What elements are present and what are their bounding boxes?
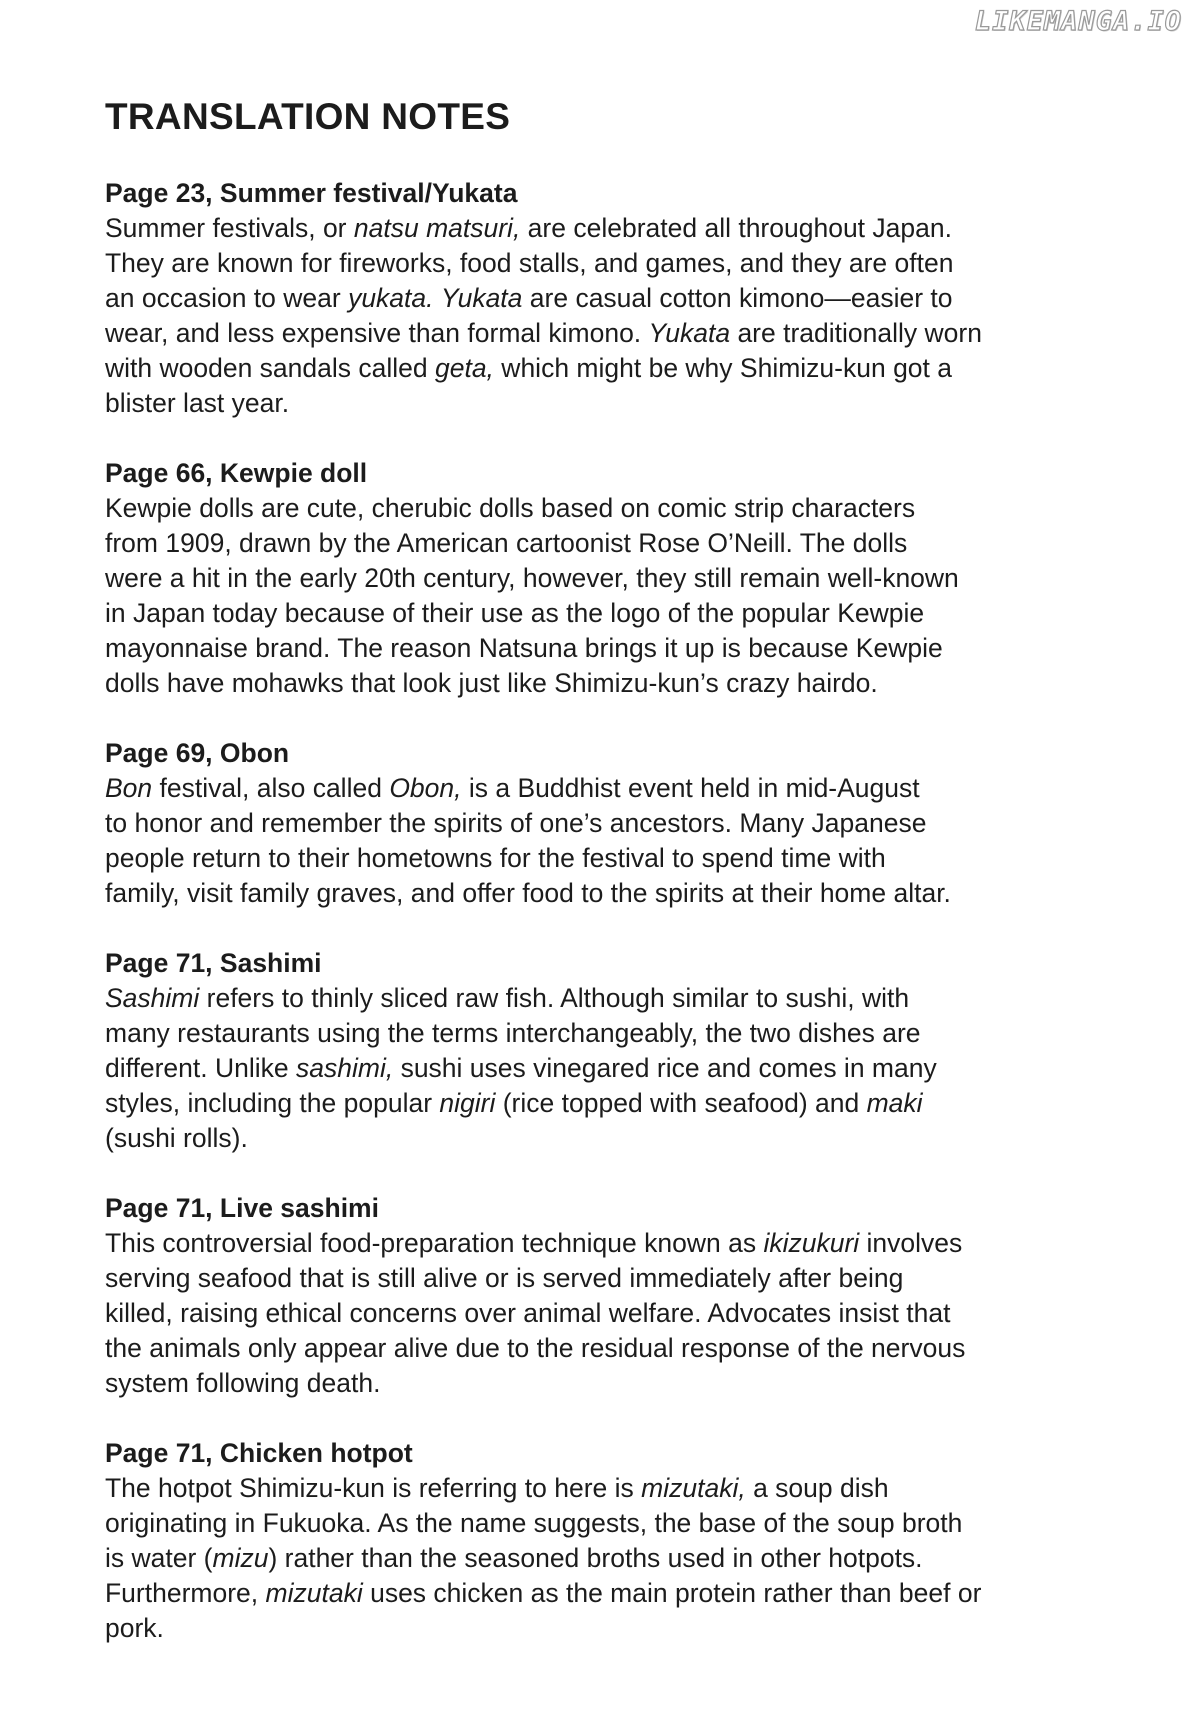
text-segment: ) rather than the seasoned broths used in other hotpots.	[268, 1543, 923, 1573]
text-segment: refers to thinly sliced raw fish. Although similar to sushi, with	[199, 983, 910, 1013]
italic-term: Yukata	[440, 283, 523, 313]
text-segment: involves	[859, 1228, 963, 1258]
note-text-line	[105, 596, 1135, 631]
text-segment: (sushi rolls).	[105, 1123, 248, 1153]
note-text-line	[105, 841, 1135, 876]
text-segment: mayonnaise brand. The reason Natsuna brings it up is because Kewpie	[105, 633, 943, 663]
text-segment: festival, also called	[152, 773, 390, 803]
text-segment: wear, and less expensive than formal kimono.	[105, 318, 649, 348]
text-segment: blister last year.	[105, 388, 290, 418]
text-segment: are celebrated all throughout Japan.	[520, 213, 952, 243]
note-text-line	[105, 771, 1135, 806]
note-section	[105, 736, 1135, 911]
text-segment: (rice topped with seafood) and	[495, 1088, 867, 1118]
text-segment	[434, 283, 441, 313]
note-text-line	[105, 1121, 1135, 1156]
note-text-line	[105, 806, 1135, 841]
note-text-line	[105, 1331, 1135, 1366]
text-segment: Summer festivals, or	[105, 213, 354, 243]
notes-list	[105, 176, 1135, 1681]
text-segment: with wooden sandals called	[105, 353, 435, 383]
italic-term: mizutaki,	[641, 1473, 746, 1503]
note-text-line	[105, 351, 1135, 386]
note-text-line	[105, 666, 1135, 701]
note-heading: Page 23, Summer festival/Yukata	[105, 178, 518, 208]
text-segment: serving seafood that is still alive or is served immediately after being	[105, 1263, 904, 1293]
note-text-line	[105, 876, 1135, 911]
text-segment: uses chicken as the main protein rather than beef or	[362, 1578, 982, 1608]
text-segment: sushi uses vinegared rice and comes in many	[393, 1053, 937, 1083]
note-text-line	[105, 281, 1135, 316]
note-heading: Page 71, Chicken hotpot	[105, 1438, 413, 1468]
text-segment: people return to their hometowns for the festival to spend time with	[105, 843, 886, 873]
note-text-line	[105, 1576, 1135, 1611]
text-segment: styles, including the popular	[105, 1088, 440, 1118]
note-text-line	[105, 491, 1135, 526]
text-segment: killed, raising ethical concerns over animal welfare. Advocates insist that	[105, 1298, 951, 1328]
note-text-line	[105, 526, 1135, 561]
text-segment: which might be why Shimizu-kun got a	[493, 353, 953, 383]
text-segment: a soup dish	[745, 1473, 889, 1503]
italic-term: maki	[866, 1088, 923, 1118]
text-segment: system following death.	[105, 1368, 381, 1398]
note-section	[105, 176, 1135, 421]
note-text-line	[105, 1611, 1135, 1646]
note-text-line	[105, 1051, 1135, 1086]
text-segment: Kewpie dolls are cute, cherubic dolls based on comic strip characters	[105, 493, 916, 523]
note-text-line	[105, 631, 1135, 666]
text-segment: from 1909, drawn by the American cartoonist Rose O’Neill. The dolls	[105, 528, 908, 558]
italic-term: Bon	[105, 773, 153, 803]
text-segment: were a hit in the early 20th century, however, they still remain well-known	[105, 563, 959, 593]
note-heading: Page 69, Obon	[105, 738, 290, 768]
text-segment: dolls have mohawks that look just like Shimizu-kun’s crazy hairdo.	[105, 668, 878, 698]
note-text-line	[105, 1261, 1135, 1296]
text-segment: This controversial food-preparation technique known as	[105, 1228, 764, 1258]
text-segment: an occasion to wear	[105, 283, 349, 313]
italic-term: Obon,	[389, 773, 462, 803]
text-segment: is a Buddhist event held in mid-August	[461, 773, 920, 803]
italic-term: sashimi,	[296, 1053, 394, 1083]
italic-term: Sashimi	[105, 983, 200, 1013]
italic-term: Yukata	[648, 318, 731, 348]
note-text-line	[105, 1471, 1135, 1506]
text-segment: Furthermore,	[105, 1578, 266, 1608]
note-text-line	[105, 386, 1135, 421]
text-segment: pork.	[105, 1613, 164, 1643]
note-heading: Page 71, Live sashimi	[105, 1193, 379, 1223]
text-segment: originating in Fukuoka. As the name suggests, the base of the soup broth	[105, 1508, 963, 1538]
text-segment: in Japan today because of their use as the logo of the popular Kewpie	[105, 598, 925, 628]
text-segment: many restaurants using the terms interchangeably, the two dishes are	[105, 1018, 921, 1048]
note-section	[105, 456, 1135, 701]
text-segment: the animals only appear alive due to the residual response of the nervous	[105, 1333, 966, 1363]
italic-term: yukata.	[348, 283, 434, 313]
italic-term: mizutaki	[265, 1578, 363, 1608]
text-segment: They are known for fireworks, food stalls, and games, and they are often	[105, 248, 954, 278]
italic-term: geta,	[434, 353, 494, 383]
note-text-line	[105, 561, 1135, 596]
text-segment: to honor and remember the spirits of one’s ancestors. Many Japanese	[105, 808, 927, 838]
note-text-line	[105, 1506, 1135, 1541]
italic-term: mizu	[212, 1543, 269, 1573]
note-heading: Page 71, Sashimi	[105, 948, 322, 978]
note-text-line	[105, 246, 1135, 281]
note-text-line	[105, 1296, 1135, 1331]
italic-term: ikizukuri	[763, 1228, 860, 1258]
text-segment: are casual cotton kimono—easier to	[522, 283, 953, 313]
text-segment: are traditionally worn	[730, 318, 982, 348]
note-text-line	[105, 1366, 1135, 1401]
note-text-line	[105, 1086, 1135, 1121]
page-title: TRANSLATION NOTES	[105, 96, 511, 137]
italic-term: natsu matsuri,	[353, 213, 521, 243]
text-segment: family, visit family graves, and offer food to the spirits at their home altar.	[105, 878, 951, 908]
note-text-line	[105, 316, 1135, 351]
note-text-line	[105, 1226, 1135, 1261]
text-segment: different. Unlike	[105, 1053, 296, 1083]
note-section	[105, 1191, 1135, 1401]
text-segment: The hotpot Shimizu-kun is referring to here is	[105, 1473, 642, 1503]
text-segment: is water (	[105, 1543, 213, 1573]
note-heading: Page 66, Kewpie doll	[105, 458, 368, 488]
note-section	[105, 1436, 1135, 1646]
note-text-line	[105, 211, 1135, 246]
note-section	[105, 946, 1135, 1156]
note-text-line	[105, 1541, 1135, 1576]
note-text-line	[105, 1016, 1135, 1051]
note-text-line	[105, 981, 1135, 1016]
site-watermark: LIKEMANGA.IO	[974, 6, 1182, 37]
italic-term: nigiri	[439, 1088, 496, 1118]
